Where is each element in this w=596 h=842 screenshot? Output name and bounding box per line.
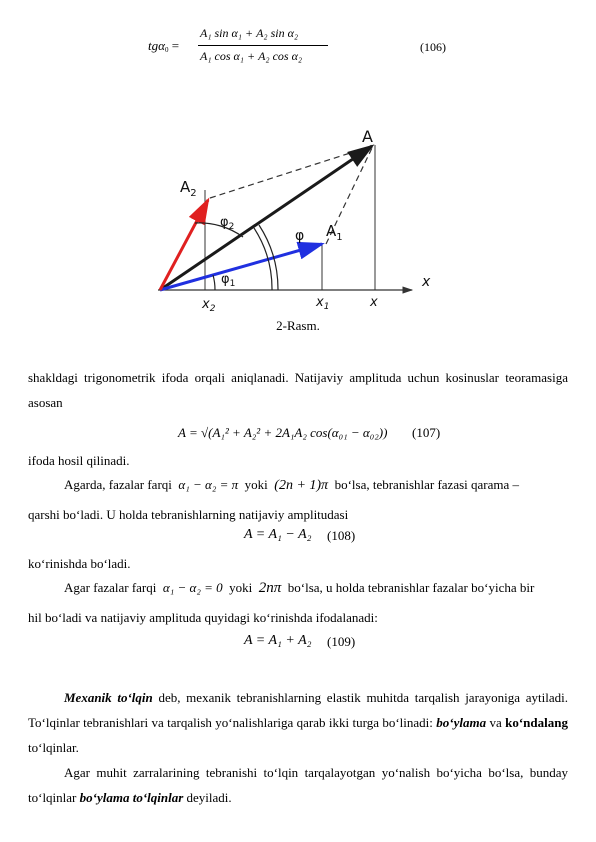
equation-number-107: (107) bbox=[412, 425, 441, 440]
formula-106-lhs: tgα$_0$ = bbox=[148, 38, 180, 54]
paragraph-5-line-1: Agar fazalar farqi α₁ − α₂ = 0 yoki 2nπ bo‘lsa, u holda tebranishlar fazalar bo‘yicha bir bbox=[64, 580, 535, 596]
vector-A2 bbox=[160, 200, 208, 290]
paragraph-4: ko‘rinishda bo‘ladi. bbox=[28, 556, 131, 571]
label-x1: $x_1$ bbox=[316, 295, 330, 312]
formula-109: A = A₁ + A₂ bbox=[244, 633, 312, 648]
term-boylama: bo‘ylama bbox=[436, 715, 487, 730]
equation-number-108: (108) bbox=[327, 528, 356, 543]
label-phi2: $\varphi_2$ bbox=[220, 215, 235, 232]
label-phi1: $\varphi_1$ bbox=[221, 272, 236, 289]
formula-106 bbox=[148, 20, 448, 74]
formula-108: A = A₁ − A₂ bbox=[244, 527, 312, 542]
angle-arc-phi1 bbox=[213, 275, 215, 290]
label-x2: $x_2$ bbox=[202, 297, 216, 314]
label-A2: $A_2$ bbox=[180, 178, 197, 199]
label-A: A bbox=[362, 127, 373, 146]
condition-zero: α₁ − α₂ = 0 bbox=[162, 580, 223, 595]
paragraph-3-line-2: qarshi bo‘ladi. U holda tebranishlarning natijaviy amplitudasi bbox=[28, 507, 349, 522]
paragraph-1: shakldagi trigonometrik ifoda orqali aniqlanadi. Natijaviy amplituda uchun kosinuslar teoramasiga asosan bbox=[28, 370, 568, 410]
term-mexanik-toqin: Mexanik to‘lqin bbox=[64, 690, 153, 705]
term-boylama-toqinlar: bo‘ylama to‘lqinlar bbox=[79, 790, 184, 805]
fraction-bar bbox=[198, 45, 328, 46]
equation-number-106: (106) bbox=[420, 40, 446, 54]
formula-106-numerator: A₁ sin α₁ + A₂ sin α₂ bbox=[200, 26, 299, 40]
paragraph-3-line-1: Agarda, fazalar farqi α₁ − α₂ = π yoki (2n + 1)π bo‘lsa, tebranishlar fazasi qarama – bbox=[64, 477, 520, 493]
vector-diagram-figure bbox=[150, 120, 450, 320]
paragraph-7: Agar muhit zarralarining tebranishi to‘lqin tarqalayotgan yo‘nalish bo‘yicha bo‘lsa, bunday to‘lqinlar bo‘ylama to‘lqinlar deyiladi. bbox=[28, 765, 568, 805]
label-A1: $A_1$ bbox=[326, 222, 343, 243]
label-x: x bbox=[370, 295, 378, 310]
vector-A bbox=[160, 146, 372, 290]
condition-2n-plus-1-pi: (2n + 1)π bbox=[274, 478, 329, 493]
label-x-axis: x bbox=[422, 274, 431, 290]
angle-arc-phi2 bbox=[195, 223, 243, 237]
dashed-side-A2-A bbox=[210, 146, 372, 198]
formula-106-denominator: A₁ cos α₁ + A₂ cos α₂ bbox=[200, 49, 303, 63]
condition-2n-pi: 2nπ bbox=[258, 580, 282, 596]
figure-caption: 2-Rasm. bbox=[276, 318, 320, 333]
equation-number-109: (109) bbox=[327, 634, 356, 649]
label-phi: φ bbox=[295, 228, 305, 244]
condition-pi: α₁ − α₂ = π bbox=[178, 477, 239, 492]
paragraph-2: ifoda hosil qilinadi. bbox=[28, 453, 130, 468]
vector-A1 bbox=[160, 244, 322, 290]
term-kondalang: ko‘ndalang bbox=[505, 715, 568, 730]
formula-107: A = √(A₁² + A₂² + 2A₁A₂ cos(α₀₁ − α₀₂)) bbox=[178, 425, 388, 440]
paragraph-5-line-2: hil bo‘ladi va natijaviy amplituda quyidagi ko‘rinishda ifodalanadi: bbox=[28, 610, 378, 625]
paragraph-6: Mexanik to‘lqin deb, mexanik tebranishlarning elastik muhitda tarqalish jarayoniga aytiladi. To‘lqinlar tebranishlari va tarqalish yo‘nalishlariga qarab ikki turga bo‘linadi: bo‘ylama va ko‘ndalang to‘lqinlar. bbox=[28, 690, 568, 755]
